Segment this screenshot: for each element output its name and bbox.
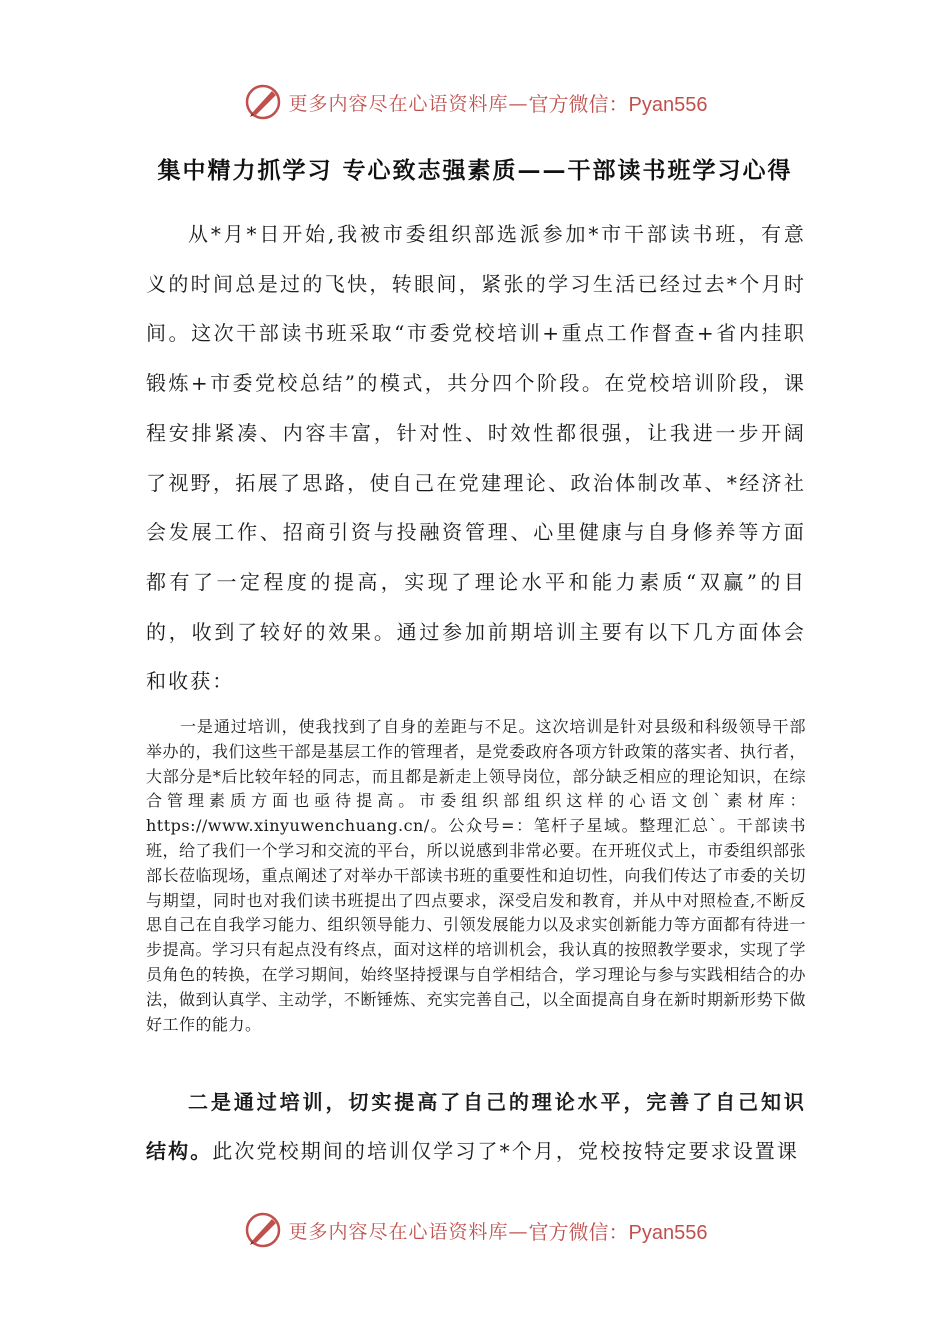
banner-wechat: 官方微信：Pyan556 — [528, 93, 708, 116]
banner-text: 更多内容尽在心语资料库— — [288, 92, 529, 115]
pen-logo-icon — [243, 1210, 283, 1250]
footer-banner — [0, 1208, 950, 1252]
footer-banner-wechat: 官方微信：Pyan556 — [528, 1221, 708, 1244]
paragraph-point-two-lead: 二是通过培训，切实提高了自己的理论水平，完善了自己知识结构。 — [146, 1090, 806, 1163]
footer-banner-text: 更多内容尽在心语资料库— — [288, 1220, 529, 1243]
pen-logo-icon — [243, 82, 283, 122]
paragraph-point-one: 一是通过培训，使我找到了自身的差距与不足。这次培训是针对县级和科级领导干部举办的，我们这些干部是基层工作的管理者，是党委政府各项方针政策的落实者、执行者，大部分是*后比较年轻的同志，而且都是新走上领导岗位，部分缺乏相应的理论知识，在综合管理素质方面也亟待提高。市委组织部组织这样的心语文创`素材库：https://www.xinyuwenchuang.cn/。公众号=：笔杆子星域。整理汇总`。干部读书班，给了我们一个学习和交流的平台，所以说感到非常必要。在开班仪式上，市委组织部张部长莅临现场，重点阐述了对举办干部读书班的重要性和迫切性，向我们传达了市委的关切与期望，同时也对我们读书班提出了四点要求，深受启发和教育，并从中对照检查,不断反思自己在自我学习能力、组织领导能力、引领发展能力以及求实创新能力等方面都有待进一步提高。学习只有起点没有终点，面对这样的培训机会，我认真的按照教学要求，实现了学员角色的转换，在学习期间，始终坚持授课与自学相结合，学习理论与参与实践相结合的办法，做到认真学、主动学，不断锤炼、充实完善自己，以全面提高自身在新时期新形势下做好工作的能力。 — [146, 717, 807, 1034]
paragraph-point-two — [146, 1078, 806, 1176]
paragraph-point-two-body: 此次党校期间的培训仅学习了*个月，党校按特定要求设置课 — [212, 1139, 800, 1163]
header-banner — [0, 80, 950, 124]
document-title: 集中精力抓学习 专心致志强素质——干部读书班学习心得 — [157, 157, 793, 184]
paragraph-intro: 从*月*日开始,我被市委组织部选派参加*市干部读书班，有意义的时间总是过的飞快，转眼间，紧张的学习生活已经过去*个月时间。这次干部读书班采取“市委党校培训+重点工作督查+省内挂职锻炼+市委党校总结”的模式，共分四个阶段。在党校培训阶段，课程安排紧凑、内容丰富，针对性、时效性都很强，让我进一步开阔了视野，拓展了思路，使自己在党建理论、政治体制改革、*经济社会发展工作、招商引资与投融资管理、心里健康与自身修养等方面都有了一定程度的提高，实现了理论水平和能力素质“双赢”的目的，收到了较好的效果。通过参加前期培训主要有以下几方面体会和收获： — [146, 222, 806, 694]
